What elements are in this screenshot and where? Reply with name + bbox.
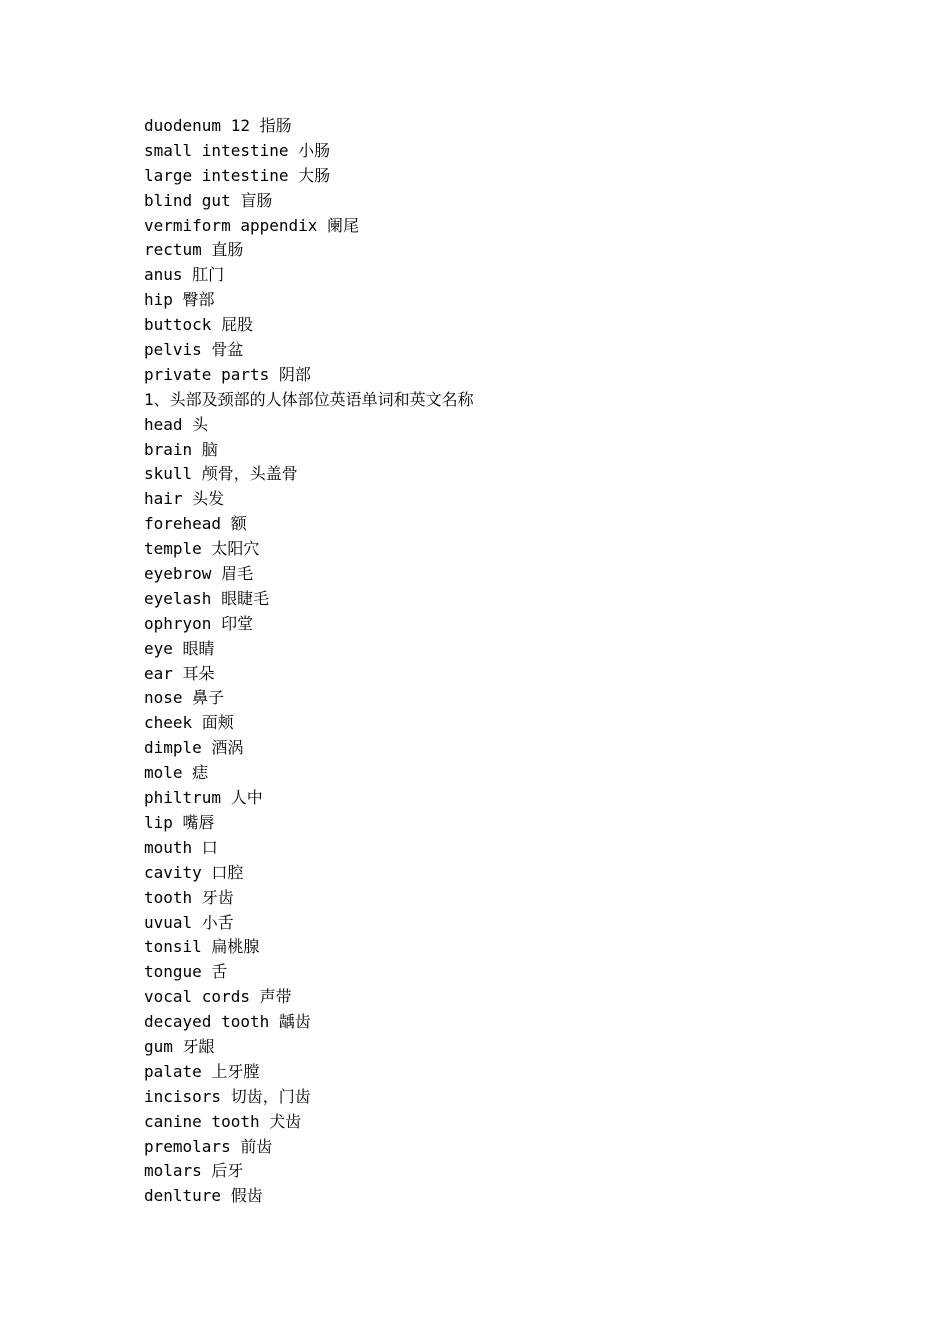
- text-line: gum 牙龈: [144, 1036, 215, 1056]
- text-line: hair 头发: [144, 489, 225, 509]
- text-line: dimple 酒涡: [144, 738, 244, 758]
- text-line: eye 眼睛: [144, 638, 215, 658]
- text-line: nose 鼻子: [144, 688, 225, 708]
- text-line: incisors 切齿，门齿: [144, 1086, 311, 1106]
- text-line: denlture 假齿: [144, 1186, 263, 1206]
- text-line: canine tooth 犬齿: [144, 1111, 302, 1131]
- text-line: palate 上牙膛: [144, 1061, 260, 1081]
- text-line: vocal cords 声带: [144, 987, 292, 1007]
- text-line: pelvis 骨盆: [144, 340, 244, 360]
- text-line: molars 后牙: [144, 1161, 244, 1181]
- text-line: lip 嘴唇: [144, 812, 215, 832]
- text-line: uvual 小舌: [144, 912, 234, 932]
- text-line: ophryon 印堂: [144, 613, 254, 633]
- text-line: cheek 面颊: [144, 713, 234, 733]
- text-line: buttock 屁股: [144, 315, 254, 335]
- text-line: brain 脑: [144, 439, 218, 459]
- text-line: premolars 前齿: [144, 1136, 273, 1156]
- text-line: hip 臀部: [144, 290, 215, 310]
- text-line: small intestine 小肠: [144, 140, 331, 160]
- text-line: mole 痣: [144, 763, 209, 783]
- text-line: head 头: [144, 414, 209, 434]
- text-line: decayed tooth 龋齿: [144, 1012, 311, 1032]
- text-line: blind gut 盲肠: [144, 190, 273, 210]
- text-line: duodenum 12 指肠: [144, 116, 292, 135]
- text-line: forehead 额: [144, 514, 247, 534]
- text-line: ear 耳朵: [144, 663, 215, 683]
- text-line: philtrum 人中: [144, 788, 263, 808]
- text-line: temple 太阳穴: [144, 539, 260, 559]
- text-line: vermiform appendix 阑尾: [144, 215, 360, 235]
- text-line: mouth 口: [144, 837, 218, 857]
- text-line: cavity 口腔: [144, 862, 244, 882]
- text-line: rectum 直肠: [144, 240, 244, 260]
- section-heading: 1、头部及颈部的人体部位英语单词和英文名称: [144, 389, 474, 409]
- text-line: eyebrow 眉毛: [144, 564, 254, 584]
- text-line: tonsil 扁桃腺: [144, 937, 260, 957]
- text-line: tongue 舌: [144, 962, 228, 982]
- text-line: large intestine 大肠: [144, 165, 331, 185]
- text-line: private parts 阴部: [144, 364, 311, 384]
- text-line: tooth 牙齿: [144, 887, 234, 907]
- text-line: anus 肛门: [144, 265, 225, 285]
- text-line: eyelash 眼睫毛: [144, 588, 270, 608]
- text-line: skull 颅骨，头盖骨: [144, 464, 298, 484]
- vocabulary-list: [144, 114, 474, 1209]
